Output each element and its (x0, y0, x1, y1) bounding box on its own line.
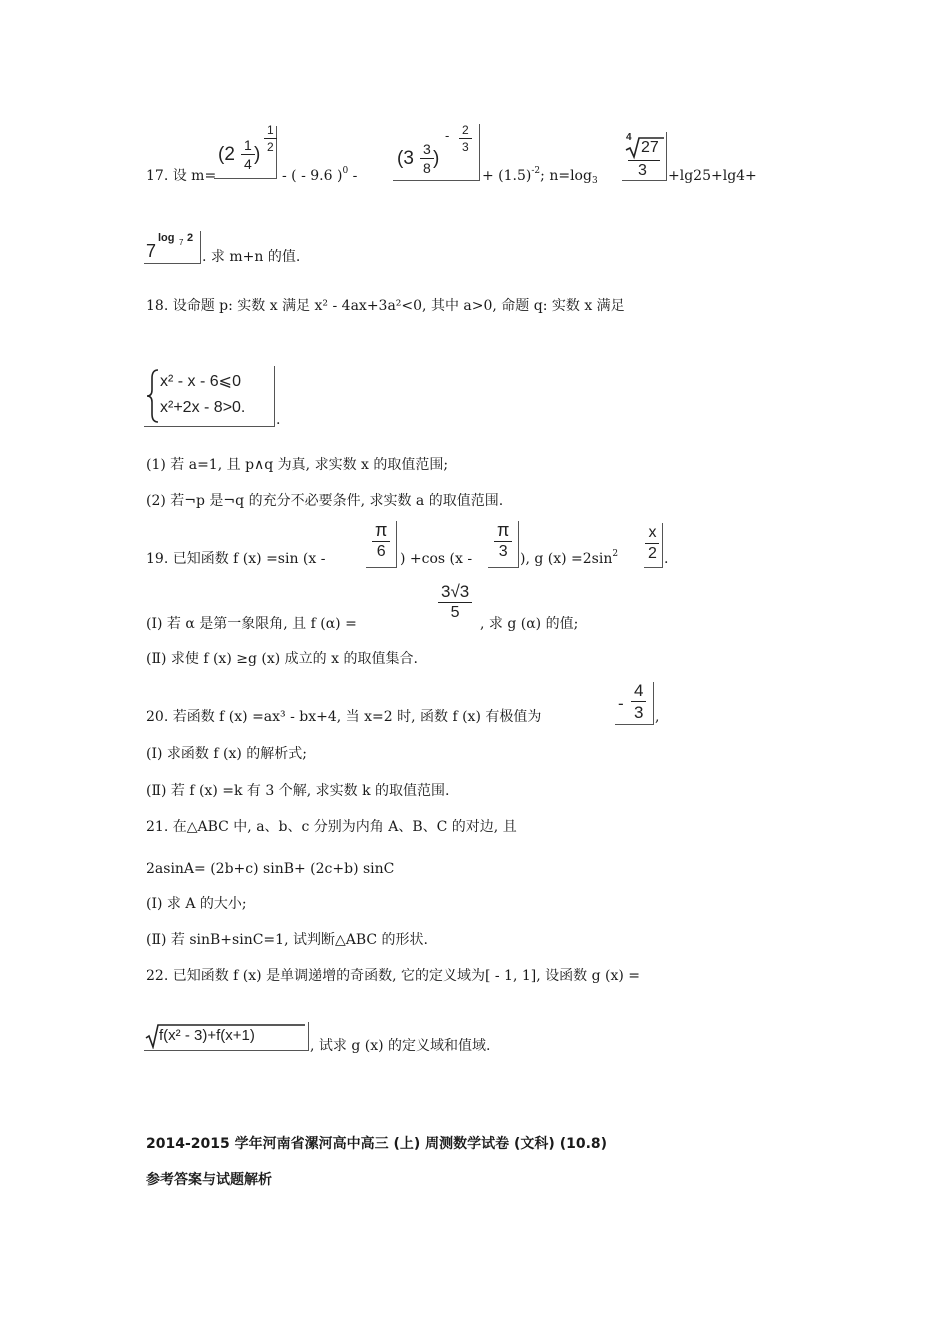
q17-power-formula: 7 log 7 2 (144, 231, 201, 264)
q20-part2: (Ⅱ) 若 f (x) =k 有 3 个解, 求实数 k 的取值范围. (146, 783, 450, 799)
q17-m2-exponent: $\frac{2}{3}$ (459, 124, 472, 153)
q17-m2-fraction: $\frac{3}{8}$ (420, 142, 434, 175)
q20-line1: 20. 若函数 f (x) =ax³ - bx+4, 当 x=2 时, 函数 f (x) 有极值为 (146, 709, 542, 725)
q19-part1-post: , 求 g (α) 的值; (480, 616, 579, 632)
q17-m1-base: (2 (218, 144, 235, 165)
q18-sys-row1: x² - x - 6⩽0 (160, 373, 241, 390)
answer-section-subtitle: 参考答案与试题解析 (146, 1172, 272, 1188)
q18-line1: 18. 设命题 p: 实数 x 满足 x² - 4ax+3a²<0, 其中 a>0, 命题 q: 实数 x 满足 (146, 298, 625, 314)
q17-m-formula-1 (214, 123, 277, 179)
answer-section-title: 2014-2015 学年河南省漯河高中高三 (上) 周测数学试卷 (文科) (10.8) (146, 1136, 608, 1152)
q19-frac-x2: $\frac{x}{2}$ (644, 523, 663, 568)
q17-line2: . 求 m+n 的值. (202, 249, 301, 265)
q21-line2: 2asinA= (2b+c) sinB+ (2c+b) sinC (146, 861, 395, 877)
q18-left-brace (146, 368, 160, 424)
q17-n-fraction-bar (628, 160, 660, 161)
q19-part1-pre: (Ⅰ) 若 α 是第一象限角, 且 f (α) = (146, 616, 357, 632)
q22-tail: , 试求 g (x) 的定义域和值域. (310, 1038, 491, 1054)
q22-radicand: f(x² - 3)+f(x+1) (159, 1027, 255, 1044)
q20-tail: , (655, 709, 660, 725)
q17-zero-exp: 0 (342, 166, 349, 176)
q22-line1: 22. 已知函数 f (x) 是单调递增的奇函数, 它的定义域为[ - 1, 1], 设函数 g (x) = (146, 968, 640, 984)
q19-frac-pi6: $\frac{\pi}{6}$ (366, 521, 397, 568)
q19-value-fraction: $\frac{3√3}{5}$ (436, 583, 478, 629)
q17-n-formula: 4 27 3 (622, 132, 667, 181)
q19-mid2: ), g $(x) =2\sin^2$ (520, 549, 619, 567)
q19-prefix: 19. 已知函数 f (x) =sin (x - (146, 551, 326, 567)
q21-line1: 21. 在△ABC 中, a、b、c 分别为内角 A、B、C 的对边, 且 (146, 819, 517, 835)
q17-middle: - ( - 9.6 )$^0$ - (282, 166, 358, 184)
q17-prefix: 17. 设 m= (146, 168, 217, 184)
q19-tail: . (664, 551, 669, 567)
q19-mid: ) +cos (x - (400, 551, 473, 567)
q21-part1: (Ⅰ) 求 A 的大小; (146, 896, 247, 912)
q17-m1-fraction: $\frac{1}{4}$ (241, 138, 255, 171)
q18-part2: (2) 若¬p 是¬q 的充分不必要条件, 求实数 a 的取值范围. (146, 493, 504, 509)
q18-sys-tail: . (276, 412, 281, 428)
q19-part2: (Ⅱ) 求使 f (x) ≥g (x) 成立的 x 的取值集合. (146, 651, 418, 667)
q19-frac-pi3: $\frac{\pi}{3}$ (488, 521, 519, 568)
q17-m1-close: ) (254, 144, 261, 165)
q21-part2: (Ⅱ) 若 sinB+sinC=1, 试判断△ABC 的形状. (146, 932, 429, 948)
q22-sqrt-formula (144, 1022, 309, 1051)
q18-sys-row2: x²+2x - 8>0. (160, 399, 246, 416)
q18-part1: (1) 若 a=1, 且 p∧q 为真, 求实数 x 的取值范围; (146, 457, 449, 473)
q18-inequality-system (144, 366, 275, 427)
q20-extremum-value: - $\frac{4}{3}$ (615, 682, 654, 725)
q17-line1 (146, 166, 216, 186)
q20-part1: (Ⅰ) 求函数 f (x) 的解析式; (146, 746, 307, 762)
q17-rest: +lg25+lg4+ (668, 168, 757, 184)
q17-m1-exponent: $\frac{1}{2}$ (264, 124, 277, 153)
q17-m-formula-2: (3 $\frac{3}{8}$ ) - $\frac{2}{3}$ (393, 124, 480, 181)
q17-right: + $(1.5)^{-2}$; $n=\log_3$ (482, 166, 598, 186)
